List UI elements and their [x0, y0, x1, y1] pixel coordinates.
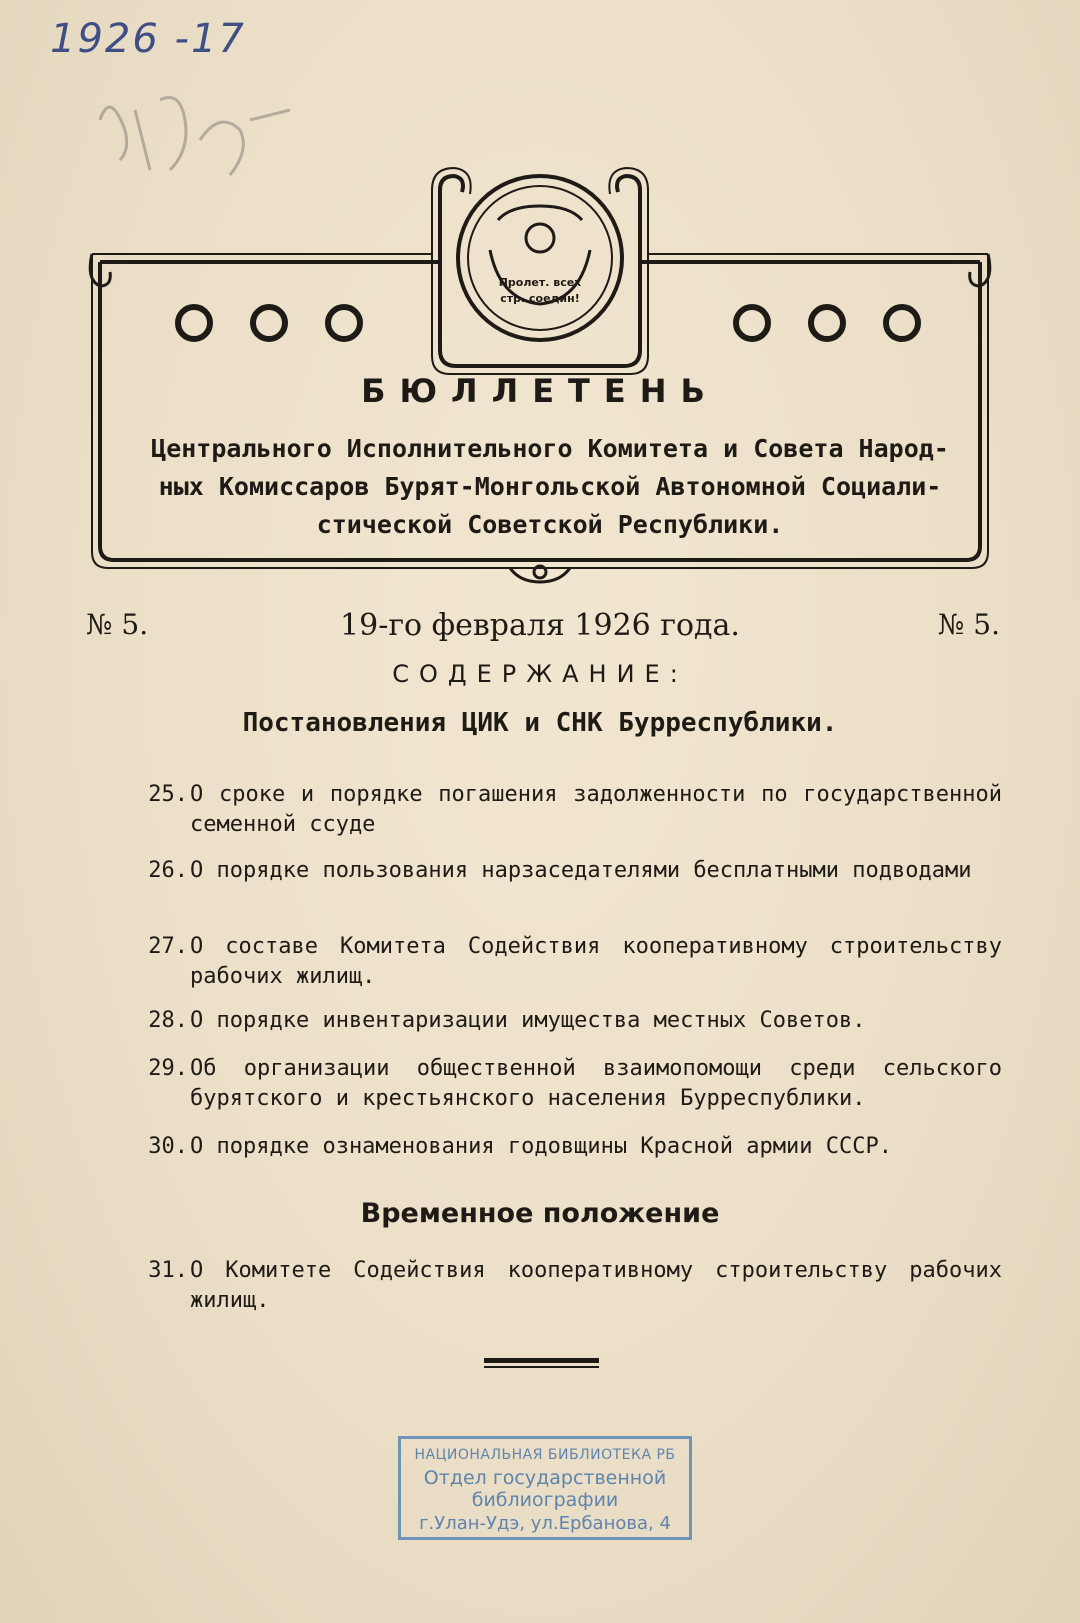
item-number: 30. — [148, 1134, 188, 1159]
stamp-library-name: НАЦИОНАЛЬНАЯ БИБЛИОТЕКА РБ — [414, 1447, 676, 1463]
stamp-address: г.Улан-Удэ, ул.Ербанова, 4 — [419, 1513, 671, 1534]
stamp-department-cont: библиографии — [471, 1489, 619, 1511]
contents-item — [132, 1256, 1002, 1316]
contents-item — [132, 1054, 1002, 1114]
end-divider-thin — [484, 1366, 599, 1368]
contents-item — [132, 932, 1002, 992]
temporary-regulation-heading: Временное положение — [360, 1198, 720, 1229]
item-text: О порядке пользования нарзаседателями бесплатными подводами — [190, 858, 972, 883]
item-text: О сроке и порядке погашения задолженности по государственной семенной ссуде — [190, 782, 1002, 837]
subtitle-line: ных Комиссаров Бурят-Монгольской Автономной Социали- — [158, 472, 942, 501]
end-divider — [484, 1358, 599, 1363]
subtitle-line: Центрального Исполнительного Комитета и Совета Народ- — [151, 434, 949, 463]
item-number: 31. — [148, 1258, 188, 1283]
item-number: 28. — [148, 1008, 188, 1033]
contents-heading: СОДЕРЖАНИЕ: — [392, 660, 688, 688]
item-text: О составе Комитета Содействия кооперативному строительству рабочих жилищ. — [190, 934, 1002, 989]
emblem-motto-line1: Пролет. всех — [498, 276, 582, 289]
subtitle-line: стической Советской Республики. — [316, 510, 784, 539]
item-number: 29. — [148, 1056, 188, 1081]
decrees-section-heading: Постановления ЦИК и СНК Бурреспублики. — [242, 708, 838, 738]
item-text: О Комитете Содействия кооперативному строительству рабочих жилищ. — [190, 1258, 1002, 1313]
contents-item — [132, 1132, 1002, 1162]
emblem-motto-line2: стр. соедин! — [500, 292, 580, 305]
item-text: О порядке инвентаризации имущества местных Советов. — [190, 1008, 866, 1033]
handwritten-shelf-number: 1926 -17 — [50, 16, 246, 62]
item-text: Об организации общественной взаимопомощи среди сельского бурятского и крестьянского населения Бурреспублики. — [190, 1056, 1002, 1111]
contents-item — [132, 856, 1002, 886]
item-number: 27. — [148, 934, 188, 959]
bulletin-title: БЮЛЛЕТЕНЬ — [361, 372, 719, 410]
item-number: 26. — [148, 858, 188, 883]
item-text: О порядке ознаменования годовщины Красной армии СССР. — [190, 1134, 892, 1159]
issue-number-right: № 5. — [937, 608, 1000, 641]
bulletin-subtitle — [140, 430, 960, 544]
contents-item — [132, 1006, 1002, 1036]
library-stamp — [398, 1436, 692, 1540]
contents-item — [132, 780, 1002, 840]
stamp-department: Отдел государственной — [423, 1467, 667, 1489]
issue-date: 19-го февраля 1926 года. — [340, 608, 740, 643]
issue-number-left: № 5. — [86, 608, 149, 641]
item-number: 25. — [148, 782, 188, 807]
